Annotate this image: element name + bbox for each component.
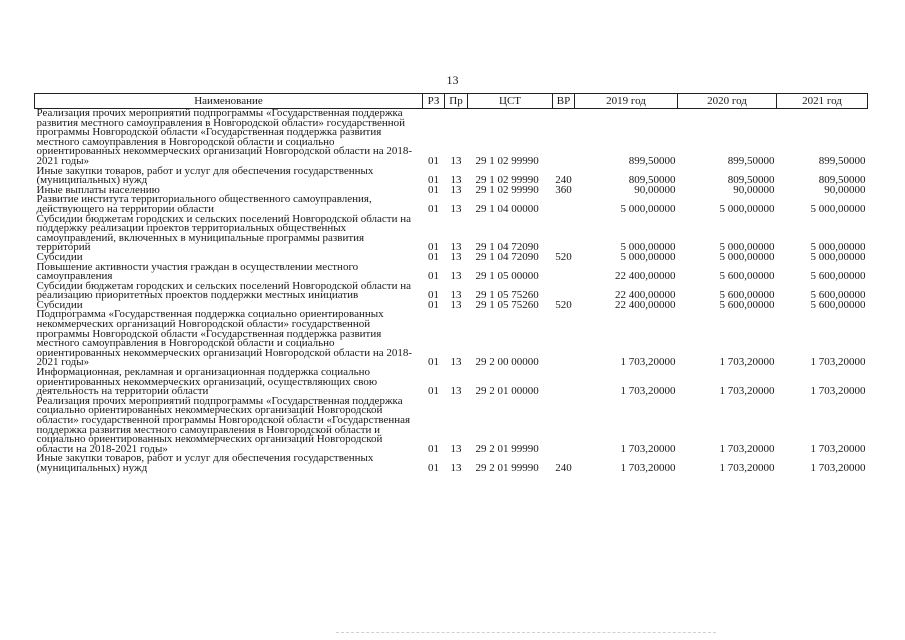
- row-vr: [553, 195, 575, 214]
- row-pr: 13: [450, 241, 462, 254]
- table-row: [35, 454, 868, 473]
- row-name: Иные выплаты населению: [36, 183, 160, 196]
- table-row: [35, 109, 868, 167]
- budget-table: [34, 93, 868, 474]
- row-cst: 29 1 02 99990: [475, 183, 539, 196]
- row-name: Повышение активности участия граждан в осуществлении местного самоуправления: [36, 260, 359, 283]
- row-vr: [553, 215, 575, 253]
- row-rz: 01: [428, 461, 439, 474]
- scan-artifact: [336, 632, 716, 636]
- row-2020: 5 600,00000: [719, 270, 775, 283]
- row-2020: 809,50000: [727, 174, 775, 187]
- row-2021: 5 600,00000: [810, 270, 866, 283]
- table-row: [35, 167, 868, 186]
- row-rz: 01: [428, 241, 439, 254]
- row-name: Подпрограмма «Государственная поддержка социально ориентированных некоммерческих организаций Новгородской области» государственной программы Новгородской области «Государственная поддержка развития местного самоуправления в Новгородской области и социально ориентированных некоммерческих организаций Новгородской области на 2018-2021 годы»: [36, 308, 413, 369]
- row-rz: 01: [428, 385, 439, 398]
- header-cst: ЦСТ: [468, 94, 553, 109]
- row-2020: 5 000,00000: [719, 241, 775, 254]
- row-2020: 5 600,00000: [719, 289, 775, 302]
- row-2020: 1 703,20000: [719, 385, 775, 398]
- row-pr: 13: [450, 154, 462, 167]
- row-rz: 01: [428, 154, 439, 167]
- header-pr: Пр: [445, 94, 468, 109]
- row-2020: 5 000,00000: [719, 202, 775, 215]
- row-cst: 29 1 04 00000: [475, 202, 539, 215]
- row-2019: 809,50000: [628, 174, 676, 187]
- row-cst: 29 2 01 00000: [475, 385, 539, 398]
- header-2021: 2021 год: [777, 94, 868, 109]
- row-2021: 809,50000: [818, 174, 866, 187]
- row-rz: 01: [428, 442, 439, 455]
- row-2020: 1 703,20000: [719, 442, 775, 455]
- row-vr: [553, 109, 575, 167]
- row-2021: 90,00000: [824, 183, 866, 196]
- row-2019: 1 703,20000: [620, 461, 676, 474]
- row-rz: 01: [428, 202, 439, 215]
- row-rz: 01: [428, 250, 439, 263]
- row-2021: 5 000,00000: [810, 202, 866, 215]
- row-vr: [553, 368, 575, 397]
- row-vr: [553, 397, 575, 455]
- row-2021: 5 000,00000: [810, 250, 866, 263]
- table-row: [35, 282, 868, 301]
- row-2021: 899,50000: [818, 154, 866, 167]
- row-name: Иные закупки товаров, работ и услуг для обеспечения государственных (муниципальных) нужд: [36, 164, 374, 187]
- row-pr: 13: [450, 298, 462, 311]
- row-2019: 1 703,20000: [620, 385, 676, 398]
- row-cst: 29 1 05 75260: [475, 298, 539, 311]
- row-2019: 5 000,00000: [620, 202, 676, 215]
- row-pr: 13: [450, 250, 462, 263]
- row-name: Субсидии бюджетам городских и сельских поселений Новгородской области на поддержку реализации проектов территориальных общественных самоуправлений, включенных в муниципальные программы развития территорий: [36, 212, 412, 254]
- row-pr: 13: [450, 174, 462, 187]
- table-row: [35, 310, 868, 368]
- row-vr: [553, 263, 575, 282]
- row-name: Реализация прочих мероприятий подпрограммы «Государственная поддержка развития местного самоуправления в Новгородской области» государственной программы Новгородской области «Государственная поддержка развития местного самоуправления в Новгородской области и социально ориентированных некоммерческих организаций Новгородской области на 2018-2021 годы»: [36, 107, 413, 167]
- row-2019: 22 400,00000: [615, 289, 676, 302]
- header-2019: 2019 год: [575, 94, 678, 109]
- row-pr: 13: [450, 356, 462, 369]
- row-cst: 29 1 05 75260: [475, 289, 539, 302]
- row-name: Информационная, рекламная и организационная поддержка социально ориентированных некоммерческих организаций, осуществляющих свою деятельность на территории области: [36, 366, 378, 398]
- row-pr: 13: [450, 202, 462, 215]
- row-pr: 13: [450, 183, 462, 196]
- row-2020: 1 703,20000: [719, 356, 775, 369]
- row-rz: 01: [428, 174, 439, 187]
- row-cst: 29 2 01 99990: [475, 461, 539, 474]
- row-2019: 22 400,00000: [615, 298, 676, 311]
- row-vr: [553, 282, 575, 301]
- row-rz: 01: [428, 356, 439, 369]
- row-2020: 1 703,20000: [719, 461, 775, 474]
- row-rz: 01: [428, 183, 439, 196]
- row-2019: 5 000,00000: [620, 241, 676, 254]
- row-2020: 90,00000: [733, 183, 775, 196]
- row-2019: 1 703,20000: [620, 442, 676, 455]
- row-2021: 1 703,20000: [810, 356, 866, 369]
- row-rz: 01: [428, 298, 439, 311]
- row-name: Развитие института территориального общественного самоуправления, действующего на территории области: [36, 193, 372, 215]
- row-2021: 5 600,00000: [810, 298, 866, 311]
- row-2021: 5 600,00000: [810, 289, 866, 302]
- row-vr: 520: [555, 298, 572, 311]
- row-2019: 1 703,20000: [620, 356, 676, 369]
- row-vr: 240: [555, 461, 572, 474]
- header-vr: ВР: [553, 94, 575, 109]
- row-2019: 899,50000: [628, 154, 676, 167]
- row-vr: [553, 310, 575, 368]
- table-row: [35, 215, 868, 253]
- table-row: [35, 195, 868, 214]
- row-name: Субсидии бюджетам городских и сельских поселений Новгородской области на реализацию приоритетных проектов поддержки местных инициатив: [36, 279, 412, 302]
- row-pr: 13: [450, 289, 462, 302]
- row-pr: 13: [450, 270, 462, 283]
- row-2019: 22 400,00000: [615, 270, 676, 283]
- row-cst: 29 1 02 99990: [475, 174, 539, 187]
- row-2021: 1 703,20000: [810, 442, 866, 455]
- row-pr: 13: [450, 461, 462, 474]
- row-pr: 13: [450, 442, 462, 455]
- header-name: Наименование: [35, 94, 423, 109]
- row-cst: 29 2 01 99990: [475, 442, 539, 455]
- table-row: [35, 397, 868, 455]
- row-2019: 90,00000: [634, 183, 676, 196]
- row-rz: 01: [428, 289, 439, 302]
- header-2020: 2020 год: [678, 94, 777, 109]
- row-cst: 29 2 00 00000: [475, 356, 539, 369]
- row-name: Иные закупки товаров, работ и услуг для обеспечения государственных (муниципальных) нужд: [36, 452, 374, 474]
- header-rz: РЗ: [423, 94, 445, 109]
- row-2019: 5 000,00000: [620, 250, 676, 263]
- row-2021: 1 703,20000: [810, 385, 866, 398]
- row-cst: 29 1 04 72090: [475, 241, 539, 254]
- row-vr: 520: [555, 250, 572, 263]
- row-name: Субсидии: [36, 298, 83, 311]
- row-vr: 360: [555, 183, 572, 196]
- row-rz: 01: [428, 270, 439, 283]
- row-2020: 899,50000: [727, 154, 775, 167]
- row-pr: 13: [450, 385, 462, 398]
- row-name: Реализация прочих мероприятий подпрограммы «Государственная поддержка социально ориентированных некоммерческих организаций Новгородской области» государственной программы Новгородской области «Государственная поддержка развития местного самоуправления в Новгородской области и социально ориентированных некоммерческих организаций Новгородской области на 2018-2021 годы»: [36, 394, 411, 455]
- page-number: 13: [446, 73, 459, 87]
- row-cst: 29 1 02 99990: [475, 154, 539, 167]
- row-2020: 5 600,00000: [719, 298, 775, 311]
- row-name: Субсидии: [36, 250, 83, 263]
- row-2020: 5 000,00000: [719, 250, 775, 263]
- row-cst: 29 1 05 00000: [475, 270, 539, 283]
- row-cst: 29 1 04 72090: [475, 250, 539, 263]
- row-2021: 5 000,00000: [810, 241, 866, 254]
- row-vr: 240: [555, 174, 572, 187]
- row-2021: 1 703,20000: [810, 461, 866, 474]
- table-row: [35, 263, 868, 282]
- table-row: [35, 368, 868, 397]
